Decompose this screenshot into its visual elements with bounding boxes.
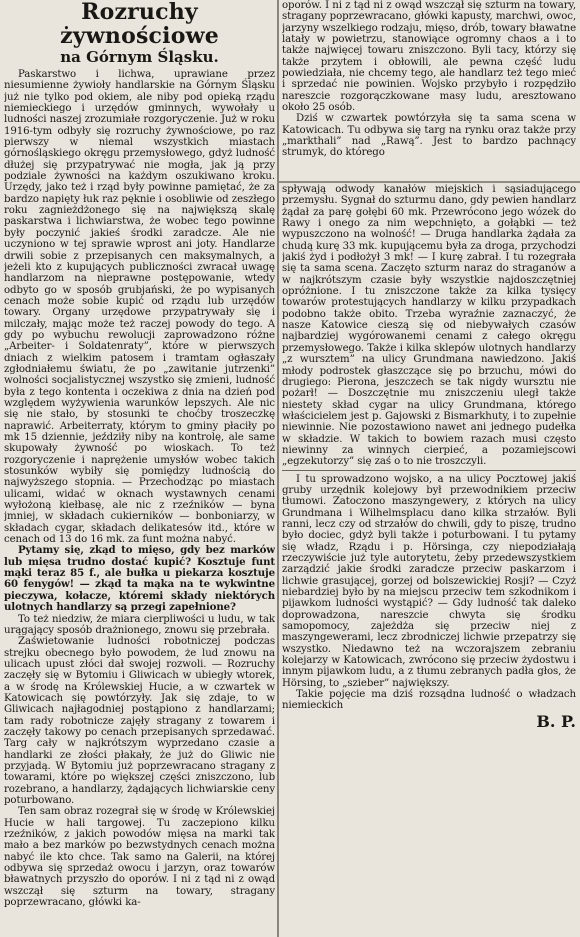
article-title: Rozruchy żywnościowe [60, 0, 219, 49]
right-bottom-column [282, 184, 576, 937]
paragraph-bold: Pytamy się, zkąd to mięso, gdy bez marków lub mięsa trudno dostać kupić? Kosztuje funt mąki teraz 85 f., ale bułka u piekarza kosztuje 60 fenygów! — zkąd ta mąka na te wykwintne pieczywa, kołacze, któremi składy niektórych ulotnych handlarzy są przegi zapełnione? [4, 544, 275, 614]
left-column [4, 0, 275, 937]
paragraph: Zaświetowanie ludności robotniczej podczas strejku obecnego było powodem, że lud znowu na ulicach upust złóci dał swojej rozwoli. — Rozruchy zaczęły się w Bytomiu i Gliwicach w ubiegły wtorek, a w środę na Królewskiej Hucie, a w czwartek w Katowicach się powtórzyły. Jak się zdaje, to w Gliwicach najłagodniej postąpiono z handlarzami; tam rady robotnicze zajęły stragany z towarem i zaczęły takowy po cenach przepisanych sprzedawać. Targ cały w najkrótszym wyprzedano czasie a handlarki ze złości płakały, że już do Gliwic nie przyjadą. W Bytomiu już poprzewracano stragany z towarami, które po większej części zniszczono, lub rozebrano, a handlarzy, żądających lichwiarskie ceny poturbowano. [4, 636, 275, 806]
column-divider [277, 0, 279, 937]
paragraph: oporów. I ni z tąd ni z owąd wszczął się szturm na towary, stragany poprzewracano, główki kapusty, marchwi, owoc, jarzyny wszelkiego rodzaju, mięso, drób, towary bławatne latały w powietrzu, stanowiące ogromny chaos a i to także najwięcej towaru zniszczono. Byli tacy, którzy się także przytem i obłowili, ale pewna część ludu powiedziała, nie chcemy tego, ale handlarz też tego mieć i sprzedać nie powinien. Wojsko przybyło i rozpędziło nareszcie rozgorączkowane masy ludu, aresztowano około 25 osób. [282, 0, 576, 114]
right-top-column [282, 0, 576, 183]
paragraph: I tu sprowadzono wojsko, a na ulicy Pocztowej jakiś gruby urzędnik kolejowy był przewodnikiem przeciw tłumowi. Zatoczono maszyngewery, z których na ulicy Grundmana i Wilhelmsplacu dano kilka strzałów. Byli ranni, lecz czy od strzałów do chwili, gdy to piszę, trudno było dociec, gdyż byli także i poturbowani. I tu pytamy się władz, Rządu i p. Hörsinga, czy niepodziałają rzeczywiście już tyle autorytetu, żeby przedewszystkiem zarządzić jakie środki zaradcze przeciw paskarzom i lichwie grasującej, gorzej od bolszewickiej Rosji? — Czyż niebardziej było by na miejscu przeciw tem szkodnikom i pijawkom ludności wystąpić? — Gdy ludność tak daleko doprowadzona, nareszcie chwyta się środku samopomocy, zajeżdża się przeciw niej z maszyngewerami, lecz zbrodniczej lichwie przepatrzy się wszystko. Niedawno też na wczorajszem zebraniu kolejarzy w Katowicach, zwrócono się przeciw żydostwu i innym pijawkom ludu, a z tłumu zebranych padła głos, że Hörsing, to „szieber” największy. [282, 473, 576, 689]
paragraph: spływają odwody kanałów miejskich i sąsiadującego przemysłu. Sygnał do szturmu dano, gdy pewien handlarz żądał za parę gołębi 60 mk. Przewrócono jego wózek do Rawy i onego za nim wepchnięto, a gołąbki — też wypuszczono na wolność! — Druga handlarka żądała za chudą kurę 33 mk. kupującemu była za droga, przychodzi jakiś żyd i podłożył 3 mk! — I kurę zabrał. I tu rozegrała się ta sama scena. Zaczęto szturm naraz do straganów a w najkrótszym czasie były wszystkie najdoszczętniej opróżnione. I tu zniszczone także za kilka tysięcy towarów protestujących handlarzy w kilku przypadkach podobno także obito. Trzeba wyraźnie zaznaczyć, że nasze Katowice cieszą się od niebywałych czasów najbardziej wygórowanemi cenami z całego okręgu przemysłowego. Także i kilka sklepów ulotnych handlarzy „z wursztem” na ulicy Grundmana nawiedzono. Jakiś młody podrostek głaszczące się po brzuchu, mówi do drugiego: Pierona, jeszczech se tak nigdy wursztu nie pożarł! — Doszczętnie mu zniszczeniu uległ także niestety skład cygar na ulicy Grundmana, którego właścicielem jest p. Gajowski z Bismarkhuty, i to zupełnie niewinnie. Nie pozostawiono nawet ani jednego pudełka w składzie. W takich to bowiem razach musi często niewinny za winnych cierpieć, a pozamiejscowi „egzekutorzy” się zaś o to nie troszczyli. [282, 184, 576, 468]
paragraph: Paskarstwo i lichwa, uprawiane przez niesumienne żywioły handlarskie na Górnym Śląsku już nie tylko pod okiem, ale niby pod opieką rządu niemieckiego i urzędów gminnych, wywołały u ludności naszej zrozumiałe rozgoryczenie. Już w roku 1916-tym odbyły się rozruchy żywnościowe, po raz pierwszy w niemal wszystkich miastach górnośląskiego okręgu przemysłowego, gdyż ludność dłużej się przypatrywać nie mogła, jak ją przy podziale żywności na każdym oszukiwano kroku. Urzędy, jako też i rząd były powinne pamiętać, że za bardzo napięty łuk raz pęknie i osobliwie od zeszłego roku zagnieżdżonego się na największą skalę paskarstwa i lichwiarstwa, że wobec tego powinne były poczynić jakieś środki zaradcze. Ale nie uczyniono w tej sprawie wprost ani joty. Handlarze drwili sobie z przepisanych cen maksymalnych, a jeżeli kto z kupujących publiczności zwracał uwagę handlarzom na nieprawne postępowanie, wtedy odbyto go w sposób grubjański, że po wypisanych cenach może sobie kupić od rządu lub urzędów towary. Organy urzędowe przypatrywały się i milczały, mając może też raczej powody do tego. A gdy po wybuchu rewolucji zaprowadzono różne „Arbeiter- i Soldatenraty”, które w pierwszych dniach z wielkim patosem i tramtam ogłaszały zgłodniałemu światu, że po „zawitanie jutrzenki” wolności socjalistycznej wszystko się zmieni, ludność była z tego kontenta i oczekiwa z dnia na dzień pod względem wyżywienia warunków lepszych. Ale nic się nie stało, by stosunki te choćby troszeczkę naprawić. Arbeiterraty, którym to gminy płaciły po mk 15 dziennie, jeździły niby na kontrolę, ale same skupowały żywność po wioskach. To też rozgoryczenie i naprężenie umysłów wobec takich stosunków wybiły się pomiędzy ludnością do najwyższego stopnia. — Przechodząc po miastach ulicami, widać w oknach wystawnych cenami wyłożoną kiełbasę, ale nic z rzeźników — byna jmniej, w składach cukierników — bonboniarzy, w składach cygar, składach delikatesów itd., które w cenach od 13 do 16 mk. za funt można nabyć. [4, 69, 275, 546]
paragraph: Ten sam obraz rozegrał się w środę w Królewskiej Hucie w hali targowej. Tu zaczepiono kilku rzeźników, z jakich powodów mięsa na marki tak mało a bez marków po bezwstydnych cenach można nabyć ile kto chce. Tak samo na Galerii, na której odbywa się sprzedaż owocu i jarzyn, oraz towarów bławatnych przyszło do oporów. I ni z tąd ni z owąd wszczął się szturm na towary, stragany poprzewracano, główki ka- [4, 806, 275, 909]
author-signature: B. P. [536, 711, 576, 731]
paragraph: Dziś w czwartek powtórzyła się ta sama scena w Katowicach. Tu odbywa się targ na rynku oraz także przy „markthali” nad „Rawą”. Jest to bardzo pachnący strumyk, do którego [282, 113, 576, 159]
article-subtitle: na Górnym Śląsku. [60, 48, 219, 66]
paragraph: To też niedziw, że miara cierpliwości u ludu, w tak urągający sposób drażnionego, znowu się przebrała. [4, 613, 275, 636]
section-rule [282, 470, 576, 471]
paragraph: Takie pojęcie ma dziś rozsądna ludność o władzach niemieckich [282, 689, 576, 712]
